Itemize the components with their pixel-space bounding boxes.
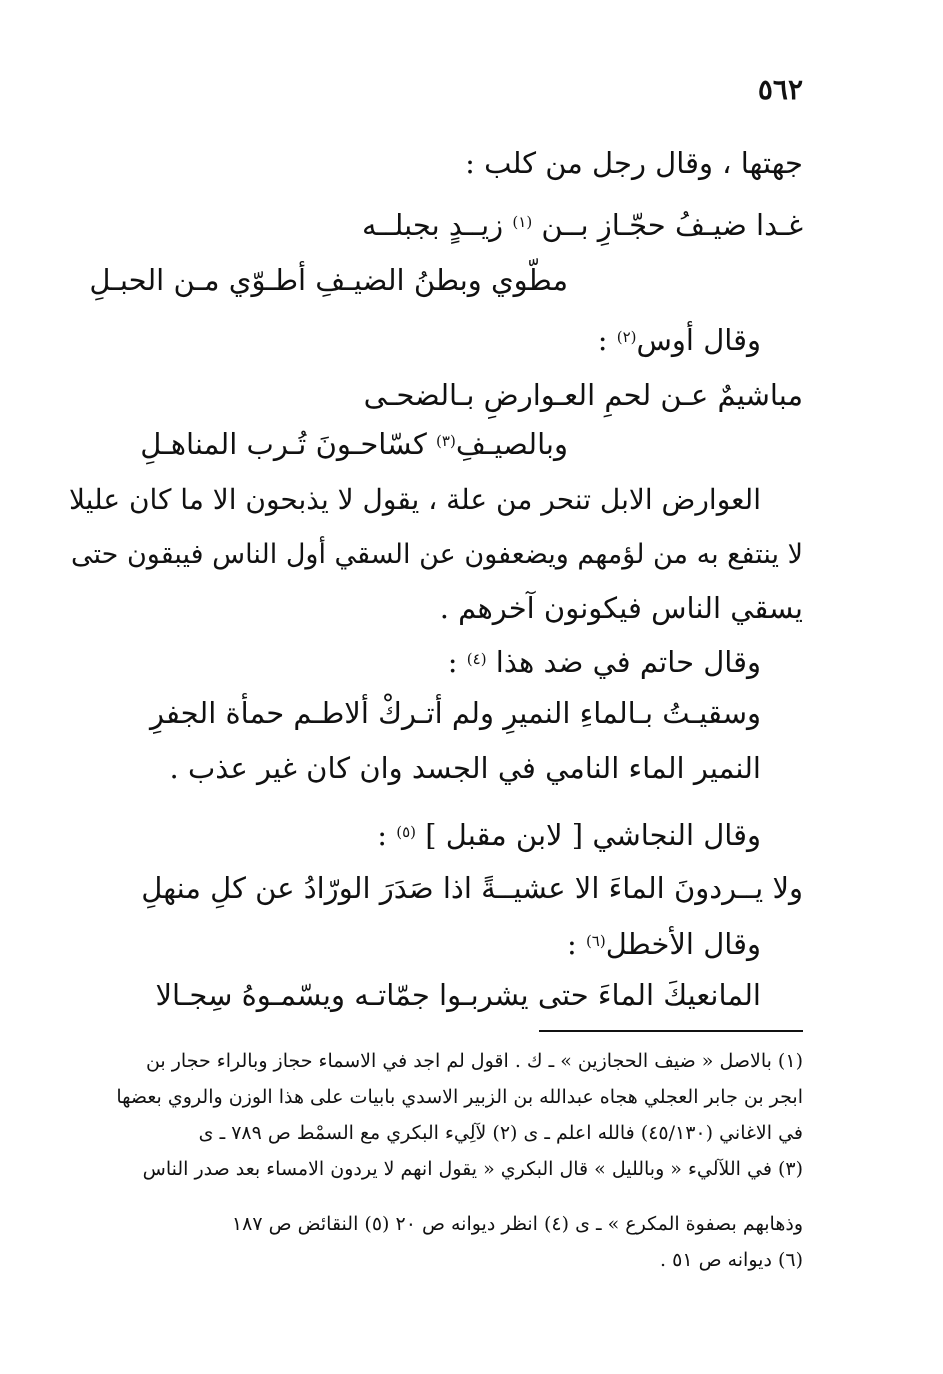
text-line: وقال الأخطل$^{(٦)}$ : — [566, 927, 761, 961]
text-line: وقال أوس$^{(٢)}$ : — [597, 323, 761, 357]
text-line: النمير الماء النامي في الجسد وان كان غير عذب . — [169, 751, 761, 785]
verse-line: مطّوي وبطنُ الضيـفِ أطـوّي مـن الحبـلِ — [89, 263, 568, 297]
footnote-ref: (٥) — [396, 823, 417, 841]
footnote-line: وذهابهم بصفوة المكرع » ـ ى (٤) انظر ديوانه ص ٢٠ (٥) النقائض ص ١٨٧ — [231, 1213, 803, 1235]
footnote-line: (٦) ديوانه ص ٥١ . — [660, 1249, 803, 1271]
footnote-line: (٣) في اللآليء « وبالليل » قال البكري « يقول انهم لا يردون الامساء بعد صدر الناس — [142, 1158, 803, 1180]
verse-line: ولا يــردونَ الماءَ الا عشيــةً اذا صَدَرَ الورّادُ عن كلِ منهلِ — [141, 871, 803, 905]
verse-line: غـدا ضيـفُ حجّـازِ بــن $^{(١)}$ زيــدٍ بجبلــه — [361, 208, 803, 242]
verse-line: مباشيمٌ عـن لحمِ العـوارضِ بـالضحـى — [363, 378, 803, 412]
text-line: وقال حاتم في ضد هذا $^{(٤)}$ : — [447, 645, 761, 679]
footnote-ref: (٤) — [466, 650, 487, 668]
footnote-line: في الاغاني (٤٥/١٣٠) فالله اعلم ـ ى (٢) لآلِيء البكري مع السمْط ص ٧٨٩ ـ ى — [198, 1122, 803, 1144]
footnote-line: ابجر بن جابر العجلي هجاه عبدالله بن الزبير الاسدي بابيات على هذا الوزن والروي بعضها — [116, 1086, 803, 1108]
text-line: يسقي الناس فيكونون آخرهم . — [439, 591, 803, 625]
footnote-ref: (١) — [512, 213, 533, 231]
text-line: وقال النجاشي [ لابن مقبل ] $^{(٥)}$ : — [377, 818, 761, 852]
text-line: لا ينتفع به من لؤمهم ويضعفون عن السقي أول الناس فيبقون حتى — [71, 539, 803, 570]
verse-line: وبالصيـفِ$^{(٣)}$ كسّاحـونَ تُـرب المناهـلِ — [140, 427, 568, 461]
footnote-ref: (٦) — [585, 932, 606, 950]
text-line: العوارض الابل تنحر من علة ، يقول لا يذبحون الا ما كان عليلا — [68, 483, 761, 516]
footnote-ref: (٣) — [436, 432, 456, 450]
text-line: جهتها ، وقال رجل من كلب : — [465, 146, 803, 180]
footnote-line: (١) بالاصل « ضيف الحجازين » ـ ك . اقول لم اجد في الاسماء حجاز وبالراء حجار بن — [145, 1050, 803, 1072]
footnote-separator — [539, 1030, 803, 1032]
footnote-ref: (٢) — [616, 328, 637, 346]
verse-line: المانعيكَ الماءَ حتى يشربـوا جمّاتـه ويسّمـوهُ سِجـالا — [155, 978, 761, 1012]
verse-line: وسقيـتُ بـالماءِ النميرِ ولم أتـركْ ألاطـم حمأة الجفرِ — [149, 696, 761, 730]
page-number: ٥٦٢ — [757, 73, 803, 106]
